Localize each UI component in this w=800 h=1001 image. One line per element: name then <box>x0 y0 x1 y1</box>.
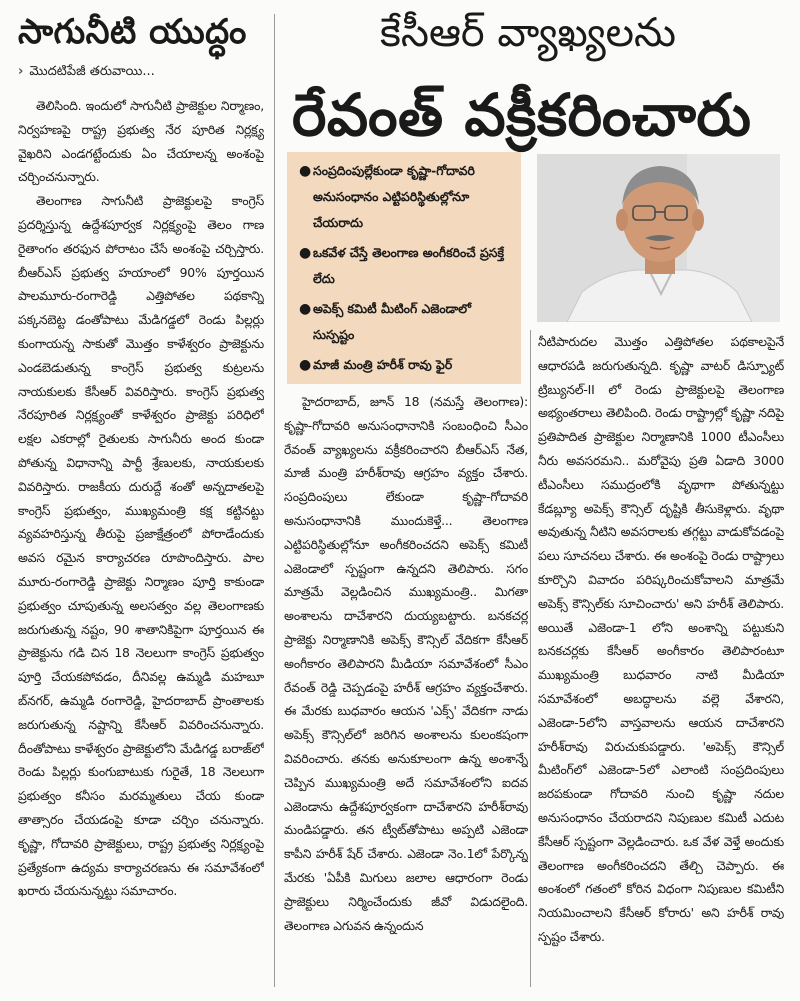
highlights-box <box>287 152 521 384</box>
headline-main: రేవంత్ వక్రీకరించారు <box>292 81 752 149</box>
portrait-photo <box>537 154 780 322</box>
bullet-icon: ● <box>299 301 312 317</box>
bullet-icon: ● <box>299 357 312 373</box>
section-title: సాగునీటి యుద్ధం <box>18 12 247 52</box>
article-paragraph: హైదరాబాద్, జూన్ 18 (నమస్తే తెలంగాణ): కృష్ణా-గోదావరి అనుసంధానానికి సంబంధించి సీఎం రేవంత్ వ్యాఖ్యలను వక్రీకరించారని బీఆర్ఎస్ నేత, మాజీ మంత్రి హరీశ్‌రావు ఆగ్రహం వ్యక్తం చేశారు. సంప్రదింపులు లేకుండా కృష్ణా-గోదావరి అనుసంధానానికి ముందుకెళ్తే... తెలంగాణ ఎట్టిపరిస్థితుల్లోనూ అంగీకరించదని అపెక్స్ కమిటీ ఎజెండాలో స్పష్టంగా ఉన్నదని తెలిపారు. సగం మాత్రమే వెల్లడించిన ముఖ్యమంత్రి.. మిగతా అంశాలను దాచేశారని దుయ్యబట్టారు. బనకచర్ల ప్రాజెక్టు నిర్మాణానికి అపెక్స్ కౌన్సిల్ వేదికగా కేసీఆర్ అంగీకారం తెలిపారని మీడియా సమావేశంలో సీఎం రేవంత్ రెడ్డి చెప్పడంపై హరీశ్ ఆగ్రహం వ్యక్తంచేశారు. ఈ మేరకు బుధవారం ఆయన 'ఎక్స్' వేదికగా నాడు అపెక్స్ కౌన్సిల్‌లో జరిగిన అంశాలను కులంకషంగా వివరించారు. తనకు అనుకూలంగా ఉన్న అంశాన్నే చెప్పిన ముఖ్యమంత్రి అదే సమావేశంలోని ఐదవ ఎజెండాను ఉద్దేశపూర్వకంగా దాచేశారని హరీశ్‌రావు మండిపడ్డారు. తన ట్వీట్‌తోపాటు అప్పటి ఎజెండా కాపీని హరీశ్ షేర్ చేశారు. ఎజెండా నెం.1లో పేర్కొన్న మేరకు 'ఏపీకి మిగులు జలాల ఆధారంగా రెండు ప్రాజెక్టులు నిర్మించేందుకు జీవో విడుదలైంది. తెలంగాణ ఎగువన ఉన్నందున <box>284 394 528 933</box>
chevron-right-icon: › <box>18 64 24 79</box>
highlight-text: అపెక్స్ కమిటీ మీటింగ్ ఎజెండాలో సుస్పష్టం <box>313 301 472 342</box>
right-article-body <box>538 330 784 990</box>
highlight-item <box>299 296 513 348</box>
highlight-item <box>299 352 513 378</box>
highlight-text: సంప్రదింపుల్లేకుండా కృష్ణా-గోదావరి అనుసంధానం ఎట్టిపరిస్థితుల్లోనూ చేయరాదు <box>313 163 475 230</box>
highlight-item <box>299 240 513 292</box>
highlight-item <box>299 158 513 236</box>
headline-kicker: కేసీఆర్ వ్యాఖ్యలను <box>380 10 676 56</box>
highlight-text: ఒకవేళ చేస్తే తెలంగాణ అంగీకరించే ప్రసక్తే లేదు <box>313 245 504 286</box>
article-paragraph: నీటిపారుదల మొత్తం ఎత్తిపోతల పథకాలపైనే ఆధారపడి జరుగుతున్నది. కృష్ణా వాటర్ డిస్ప్యూట్ ట్రిబ్యునల్-II లో రెండు ప్రాజెక్టులపై తెలంగాణ అభ్యంతరాలు తెలిపింది. రెండు రాష్ట్రాల్లో కృష్ణా నదిపై ప్రతిపాదిత ప్రాజెక్టుల నిర్మాణానికి 1000 టీఎంసీలు నీరు అవసరమని.. మరోవైపు ప్రతి ఏడాది 3000 టీఎంసీలు సముద్రంలోకి వృథాగా పోతున్నట్టు కేడబ్ల్యూ అపెక్స్ కౌన్సిల్ దృష్టికి తీసుకెళ్లారు. వృథా అవుతున్న నీటిని అవసరాలకు తగ్గట్టు వాడుకోవడంపై పలు సూచనలు చేశారు. ఈ అంశంపై రెండు రాష్ట్రాలు కూర్చొని వివాదం పరిష్కరించుకోవాలని మాత్రమే అపెక్స్ కౌన్సిల్‌కు సూచించారు' అని హరీశ్ తెలిపారు. అయితే ఎజెండా-1 లోని అంశాన్ని పట్టుకుని బనకచర్లకు కేసీఆర్ అంగీకారం తెలిపారంటూ ముఖ్యమంత్రి బుధవారం నాటి మీడియా సమావేశంలో అబద్ధాలను వల్లె వేశారని, ఎజెండా-5లోని వాస్తవాలను ఆయన దాచేశారని హరీశ్‌రావు విరుచుకుపడ్డారు. 'అపెక్స్ కౌన్సిల్ మీటింగ్‌లో ఎజెండా-5లో ఎలాంటి సంప్రదింపులు జరపకుండా గోదావరి నుంచి కృష్ణా నదుల అనుసంధానం చేయరాదని నిపుణుల కమిటీ ఎదుట కేసీఆర్ స్పష్టంగా వెల్లడించారు. ఒక వేళ వెళ్తే అందుకు తెలంగాణ అంగీకరించదని తేల్చి చెప్పారు. ఈ అంశంలో గతంలో కోరిన విధంగా నిపుణుల కమిటీని నియమించాలని కేసీఆర్ కోరారు' అని హరీశ్ రావు స్పష్టం చేశారు. <box>538 334 784 944</box>
portrait-illustration <box>537 154 780 322</box>
middle-article-body <box>284 390 528 990</box>
left-article-body <box>18 94 264 984</box>
article-paragraph: తెలిసింది. ఇందులో సాగునీటి ప్రాజెక్టుల నిర్మాణం, నిర్వహణపై రాష్ట్ర ప్రభుత్వ నేర పూరిత నిర్లక్ష్య వైఖరిని ఎండగట్టేందుకు ఏం చేయాలన్న అంశంపై చర్చించనున్నారు. <box>18 98 264 185</box>
continued-label: మొదటిపేజీ తరువాయి... <box>29 64 155 79</box>
bullet-icon: ● <box>299 163 312 179</box>
bullet-icon: ● <box>299 245 312 261</box>
highlight-text: మాజీ మంత్రి హరీశ్ రావు ఫైర్ <box>313 357 453 372</box>
continued-from-front-page <box>18 62 155 82</box>
column-divider-right <box>530 330 531 987</box>
column-divider-left <box>274 14 275 987</box>
article-paragraph: తెలంగాణ సాగునీటి ప్రాజెక్టులపై కాంగ్రెస్ ప్రదర్శిస్తున్న ఉద్దేశపూర్వక నిర్లక్ష్యంపై తెలం గాణ రైతాంగం తరఫున పోరాటం చేసే అంశంపై చర్చిస్తారు. బీఆర్ఎస్ ప్రభుత్వ హయాంలో 90% పూర్తయిన పాలమూరు-రంగారెడ్డి ఎత్తిపోతల పథకాన్ని పక్కనబెట్ట డంతోపాటు మేడిగడ్డలో రెండు పిల్లర్లు కుంగాయన్న సాకుతో మొత్తం కాళేశ్వరం ప్రాజెక్టును ఎండబెడుతున్న కాంగ్రెస్ ప్రభుత్వ కుట్రలను నాయకులకు కేసీఆర్ వివరిస్తారు. కాంగ్రెస్ ప్రభుత్వ నేరపూరిత నిర్లక్ష్యంతో కాళేశ్వరం ప్రాజెక్టు పరిధిలో లక్షల ఎకరాల్లో రైతులకు సాగునీరు అంద కుండా పోతున్న విధానాన్ని పార్టీ శ్రేణులకు, నాయకులకు వివరిస్తారు. రాజకీయ దురుద్దే శంతో అన్నదాతలపై కాంగ్రెస్ ప్రభుత్వం, ముఖ్యమంత్రి కక్ష కట్టినట్టు వ్యవహరిస్తున్న తీరుపై ప్రజాక్షేత్రంలో పోరాడేందుకు అవస రమైన కార్యాచరణ రూపొందిస్తారు. పాల మూరు-రంగారెడ్డి ప్రాజెక్టు నిర్మాణం పూర్తి కాకుండా ప్రభుత్వం చూపుతున్న అలసత్వం వల్ల తెలంగాణకు జరుగుతున్న నష్టం, 90 శాతానికిపైగా పూర్తయిన ఈ ప్రాజెక్టును గడి చిన 18 నెలలుగా కాంగ్రెస్ ప్రభుత్వం పూర్తి చేయకపోవడం, దీనివల్ల ఉమ్మడి మహబూ బ్‌నగర్, ఉమ్మడి రంగారెడ్డి, హైదరాబాద్ ప్రాంతాలకు జరుగుతున్న నష్టాన్ని కేసీఆర్ వివరించనున్నారు. దీంతోపాటు కాళేశ్వరం ప్రాజెక్టులోని మేడిగడ్డ బరాజ్‌లో రెండు పిల్లర్లు కుంగుబాటుకు గురైతే, 18 నెలలుగా ప్రభుత్వం కనీసం మరమ్మతులు చేయ కుండా తాత్సారం చేయడంపై కూడా చర్చిం చనున్నారు. కృష్ణా, గోదావరి ప్రాజెక్టులు, రాష్ట్ర ప్రభుత్వ నిర్లక్ష్యంపై ప్రత్యేకంగా ఉద్యమ కార్యాచరణను ఈ సమావేశంలో ఖరారు చేయనున్నట్టు సమాచారం. <box>18 193 264 899</box>
